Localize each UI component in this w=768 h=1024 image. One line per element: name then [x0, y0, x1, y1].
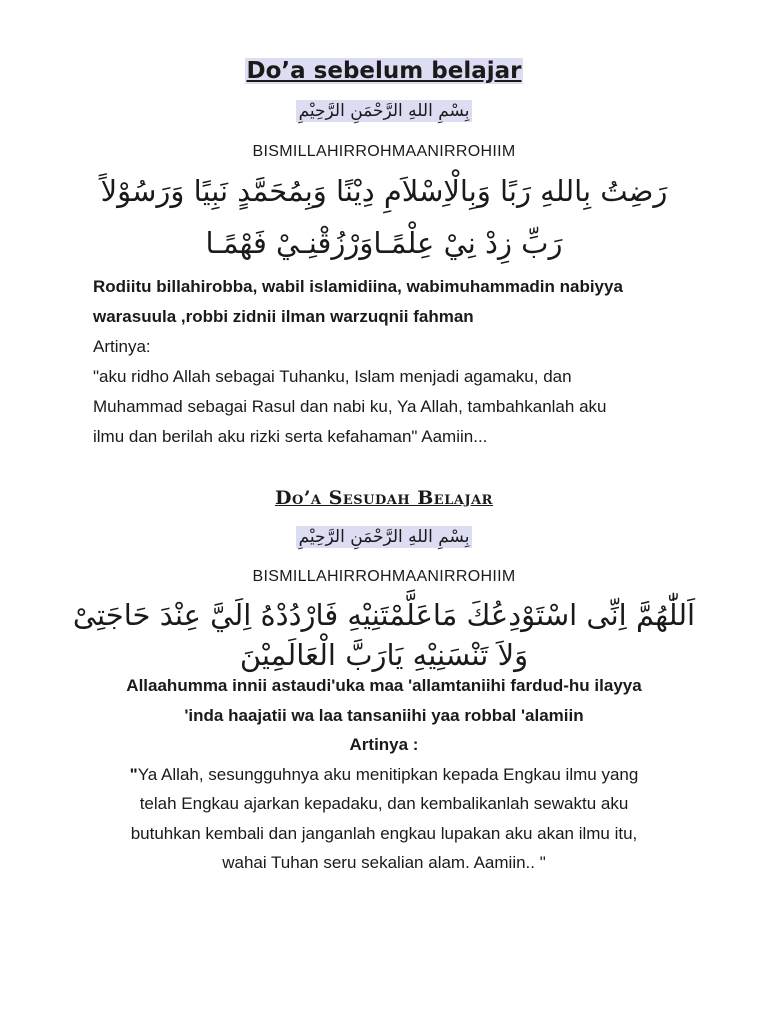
section2-arabic-line1: اَللّٰهُمَّ اِنِّى اسْتَوْدِعُكَ مَاعَلَّمْتَنِيْهِ فَارْدُدْهُ اِلَيَّ عِنْدَ حَاجَتِىْ: [72, 598, 696, 632]
section1-transliteration-line2: warasuula ,robbi zidnii ilman warzuqnii fahman: [93, 307, 474, 326]
section2-title-text: Do’a Sesudah Belajar: [275, 487, 493, 509]
section1-arabic-line2: رَبِّ زِدْ نِيْ عِلْمًـاوَرْزُقْنِـيْ فَهْمًـا: [205, 226, 563, 260]
section2-meaning-quote-open: ": [129, 764, 138, 784]
section1-transliteration-line1: Rodiitu billahirobba, wabil islamidiina, wabimuhammadin nabiyya: [93, 277, 623, 296]
section1-meaning-line3: ilmu dan berilah aku rizki serta kefahaman" Aamiin...: [93, 427, 488, 446]
section1-basmalah-latin: BISMILLAHIRROHMAANIRROHIIM: [252, 143, 516, 160]
section2-meaning-line1: Ya Allah, sesungguhnya aku menitipkan kepada Engkau ilmu yang: [137, 764, 639, 784]
section2-meaning-line2: telah Engkau ajarkan kepadaku, dan kembalikanlah sewaktu aku: [139, 794, 629, 813]
section1-title: [0, 58, 768, 84]
section2-meaning-line4: wahai Tuhan seru sekalian alam. Aamiin.. ": [222, 853, 546, 872]
section1-basmalah-arabic-text: بِسْمِ اللهِ الرَّحْمَنِ الرَّحِيْمِ: [296, 100, 473, 122]
section1-title-text: Do’a sebelum belajar: [246, 58, 522, 84]
section2-basmalah-arabic: [0, 527, 768, 547]
section2-transliteration-line2: 'inda haajatii wa laa tansaniihi yaa robbal 'alamiin: [184, 705, 584, 725]
section1-meaning-label: Artinya:: [93, 337, 151, 356]
section1-basmalah-arabic: [0, 101, 768, 121]
section2-basmalah-arabic-text: بِسْمِ اللهِ الرَّحْمَنِ الرَّحِيْمِ: [296, 526, 473, 548]
section2-title: [0, 487, 768, 509]
section2-transliteration-line1: Allaahumma innii astaudi'uka maa 'allamtaniihi fardud-hu ilayya: [126, 676, 642, 695]
section2-arabic-line2: وَلاَ تَنْسَنِيْهِ يَارَبَّ الْعَالَمِيْنَ: [239, 638, 529, 672]
section1-meaning-line2: Muhammad sebagai Rasul dan nabi ku, Ya Allah, tambahkanlah aku: [93, 397, 607, 416]
section1-text-block: [93, 272, 693, 452]
section2-meaning-label: Artinya :: [349, 735, 419, 754]
section2-basmalah-latin: BISMILLAHIRROHMAANIRROHIIM: [252, 568, 516, 585]
section2-meaning-line1-wrap: [60, 760, 708, 790]
section2-text-block: [60, 671, 708, 878]
section1-arabic-line1: رَضِتُ بِاللهِ رَبًا وَبِالْاِسْلاَمِ دِيْنًا وَبِمُحَمَّدٍ نَبِيًا وَرَسُوْلاً: [100, 174, 668, 208]
section1-meaning-line1: "aku ridho Allah sebagai Tuhanku, Islam menjadi agamaku, dan: [93, 367, 572, 386]
section2-meaning-line3: butuhkan kembali dan janganlah engkau lupakan aku akan ilmu itu,: [130, 823, 638, 843]
